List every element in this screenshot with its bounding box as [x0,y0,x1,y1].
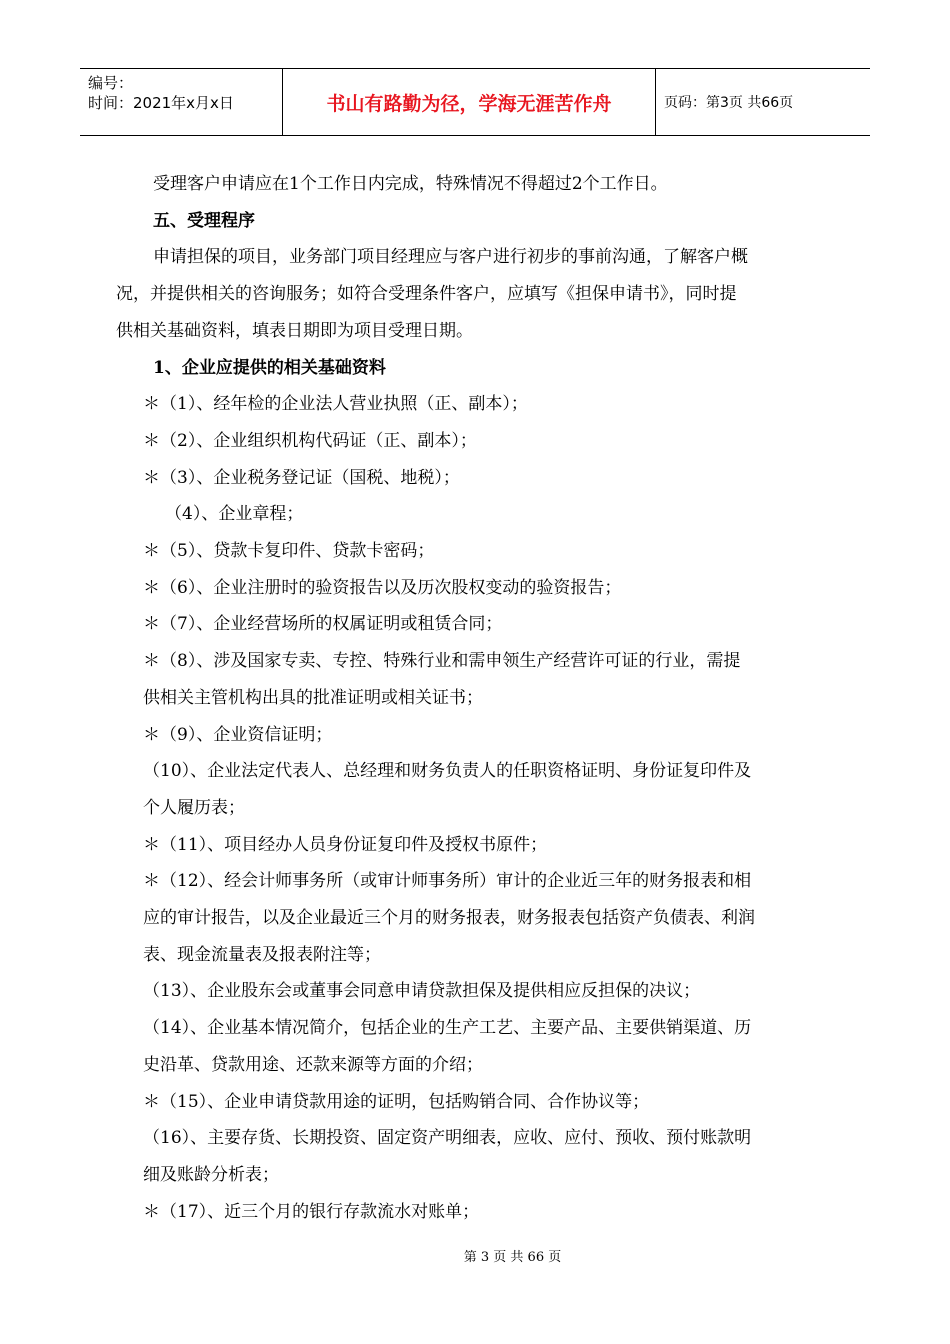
list-item-continuation: 个人履历表； [143,797,245,818]
list-item: （4）、企业章程； [165,504,304,525]
list-item: ＊（2）、企业组织机构代码证（正、副本）； [143,430,477,451]
header-meta [80,69,282,135]
list-item: （16）、主要存货、长期投资、固定资产明细表，应收、应付、预收、预付账款明 [143,1128,752,1149]
document-number-label: 编号： [88,74,134,92]
list-item: ＊（1）、经年检的企业法人营业执照（正、副本）； [143,394,528,415]
list-item: ＊（6）、企业注册时的验资报告以及历次股权变动的验资报告； [143,577,622,598]
list-item: （14）、企业基本情况简介，包括企业的生产工艺、主要产品、主要供销渠道、历 [143,1018,752,1039]
list-item-continuation: 细及账龄分析表； [143,1164,279,1185]
section-heading: 五、受理程序 [153,210,255,231]
page-header [80,68,870,136]
subsection-heading: 1、企业应提供的相关基础资料 [153,357,386,378]
list-item: （10）、企业法定代表人、总经理和财务负责人的任职资格证明、身份证复印件及 [143,761,752,782]
paragraph-line: 受理客户申请应在1个工作日内完成，特殊情况不得超过2个工作日。 [153,174,668,194]
paragraph-line: 供相关基础资料，填表日期即为项目受理日期。 [116,320,473,341]
list-item: ＊（12）、经会计师事务所（或审计师事务所）审计的企业近三年的财务报表和相 [143,871,752,892]
list-item: ＊（3）、企业税务登记证（国税、地税）； [143,467,460,488]
list-item-continuation: 应的审计报告，以及企业最近三个月的财务报表，财务报表包括资产负债表、利润 [143,908,755,929]
list-item: ＊（15）、企业申请贷款用途的证明，包括购销合同、合作协议等； [143,1091,650,1112]
list-item-continuation: 供相关主管机构出具的批准证明或相关证书； [143,687,483,708]
list-item: ＊（5）、贷款卡复印件、贷款卡密码； [143,541,435,562]
paragraph-line: 申请担保的项目，业务部门项目经理应与客户进行初步的事前沟通，了解客户概 [153,247,748,268]
header-slogan: 书山有路勤为径，学海无涯苦作舟 [282,69,656,135]
list-item: ＊（9）、企业资信证明； [143,724,333,745]
list-item: ＊（17）、近三个月的银行存款流水对账单； [143,1201,480,1222]
list-item-continuation: 史沿革、贷款用途、还款来源等方面的介绍； [143,1054,483,1075]
list-item: ＊（11）、项目经办人员身份证复印件及授权书原件； [143,834,548,855]
list-item: ＊（7）、企业经营场所的权属证明或租赁合同； [143,614,503,635]
list-item-continuation: 表、现金流量表及报表附注等； [143,944,381,965]
document-body [116,166,843,1230]
document-time-label: 时间：2021年x月x日 [88,94,234,112]
paragraph-line: 况，并提供相关的咨询服务；如符合受理条件客户，应填写《担保申请书》，同时提 [116,284,737,305]
header-page-number: 页码：第3页 共66页 [664,95,794,111]
list-item: （13）、企业股东会或董事会同意申请贷款担保及提供相应反担保的决议； [143,981,701,1002]
list-item: ＊（8）、涉及国家专卖、专控、特殊行业和需申领生产经营许可证的行业，需提 [143,651,741,672]
page-footer: 第 3 页 共 66 页 [463,1250,562,1265]
